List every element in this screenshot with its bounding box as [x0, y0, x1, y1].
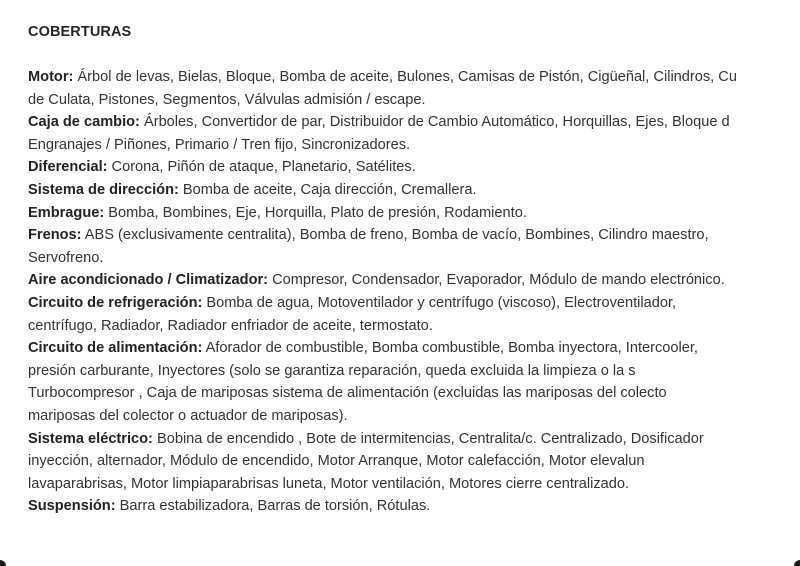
section-label: Diferencial:: [28, 159, 108, 176]
section-sistema-de-direccion: [28, 179, 800, 202]
section-line: [28, 292, 800, 315]
section-circuito-de-alimentacion: [28, 337, 800, 427]
section-line: [28, 337, 800, 360]
section-line: [28, 428, 800, 451]
section-label: Motor:: [28, 69, 74, 85]
section-suspension: [28, 495, 800, 518]
section-text: Compresor, Condensador, Evaporador, Módulo de mando electrónico.: [268, 272, 725, 289]
section-line: presión carburante, Inyectores (solo se garantiza reparación, queda excluida la limpieza o la s: [28, 362, 636, 379]
section-label: Sistema de dirección:: [28, 181, 179, 198]
coverage-list: [28, 66, 800, 518]
section-sistema-electrico: [28, 428, 800, 496]
section-line: [28, 224, 800, 247]
section-text: Corona, Piñón de ataque, Planetario, Satélites.: [107, 159, 416, 176]
section-line: [28, 179, 800, 202]
section-label: Suspensión:: [28, 498, 116, 515]
section-caja-de-cambio: [28, 111, 800, 156]
section-line: mariposas del colector o actuador de mariposas).: [28, 407, 348, 424]
section-text: Barra estabilizadora, Barras de torsión, Rótulas.: [115, 498, 431, 515]
section-line: inyección, alternador, Módulo de encendido, Motor Arranque, Motor calefacción, Motor elevalun: [28, 453, 645, 470]
section-line: Servofreno.: [28, 249, 104, 266]
section-label: Aire acondicionado / Climatizador:: [28, 272, 269, 289]
section-text: Bobina de encendido , Bote de intermitencias, Centralita/c. Centralizado, Dosificador: [152, 430, 704, 447]
section-line: [28, 495, 800, 518]
section-line: [28, 156, 800, 179]
section-label: Sistema eléctrico:: [28, 430, 153, 447]
section-text: Árboles, Convertidor de par, Distribuidor de Cambio Automático, Horquillas, Ejes, Bloque d: [139, 114, 730, 131]
section-text: Aforador de combustible, Bomba combustible, Bomba inyectora, Intercooler,: [202, 340, 698, 357]
section-label: Frenos:: [28, 227, 82, 244]
section-line: [28, 269, 800, 292]
screen-corner-right: [794, 560, 800, 566]
screen-corner-left: [0, 560, 6, 566]
section-label: Circuito de refrigeración:: [28, 294, 203, 311]
section-line: Turbocompresor , Caja de mariposas sistema de alimentación (excluidas las mariposas del colecto: [28, 385, 667, 402]
section-text: Bomba, Bombines, Eje, Horquilla, Plato de presión, Rodamiento.: [104, 204, 527, 221]
section-frenos: [28, 224, 800, 269]
section-embrague: [28, 202, 800, 225]
section-label: Embrague:: [28, 204, 105, 221]
section-label: Caja de cambio:: [28, 114, 140, 131]
section-text: ABS (exclusivamente centralita), Bomba de freno, Bomba de vacío, Bombines, Cilindro maestro,: [81, 227, 709, 244]
section-text: Árbol de levas, Bielas, Bloque, Bomba de aceite, Bulones, Camisas de Pistón, Cigüeñal, Cilindros, Cu: [73, 69, 737, 85]
document-title: COBERTURAS: [28, 24, 132, 40]
section-line: lavaparabrisas, Motor limpiaparabrisas luneta, Motor ventilación, Motores cierre centralizado.: [28, 475, 630, 492]
section-line: centrífugo, Radiador, Radiador enfriador de aceite, termostato.: [28, 317, 433, 334]
section-aire-acondicionado: [28, 269, 800, 292]
section-line: [28, 202, 800, 225]
section-motor: [28, 66, 800, 111]
section-circuito-de-refrigeracion: [28, 292, 800, 337]
section-line: de Culata, Pistones, Segmentos, Válvulas admisión / escape.: [28, 91, 426, 108]
section-label: Circuito de alimentación:: [28, 340, 203, 357]
section-line: [28, 66, 800, 89]
section-text: Bomba de agua, Motoventilador y centrífugo (viscoso), Electroventilador,: [202, 294, 677, 311]
section-line: [28, 111, 800, 134]
section-line: Engranajes / Piñones, Primario / Tren fijo, Sincronizadores.: [28, 136, 411, 153]
section-text: Bomba de aceite, Caja dirección, Cremallera.: [178, 181, 477, 198]
section-diferencial: [28, 156, 800, 179]
